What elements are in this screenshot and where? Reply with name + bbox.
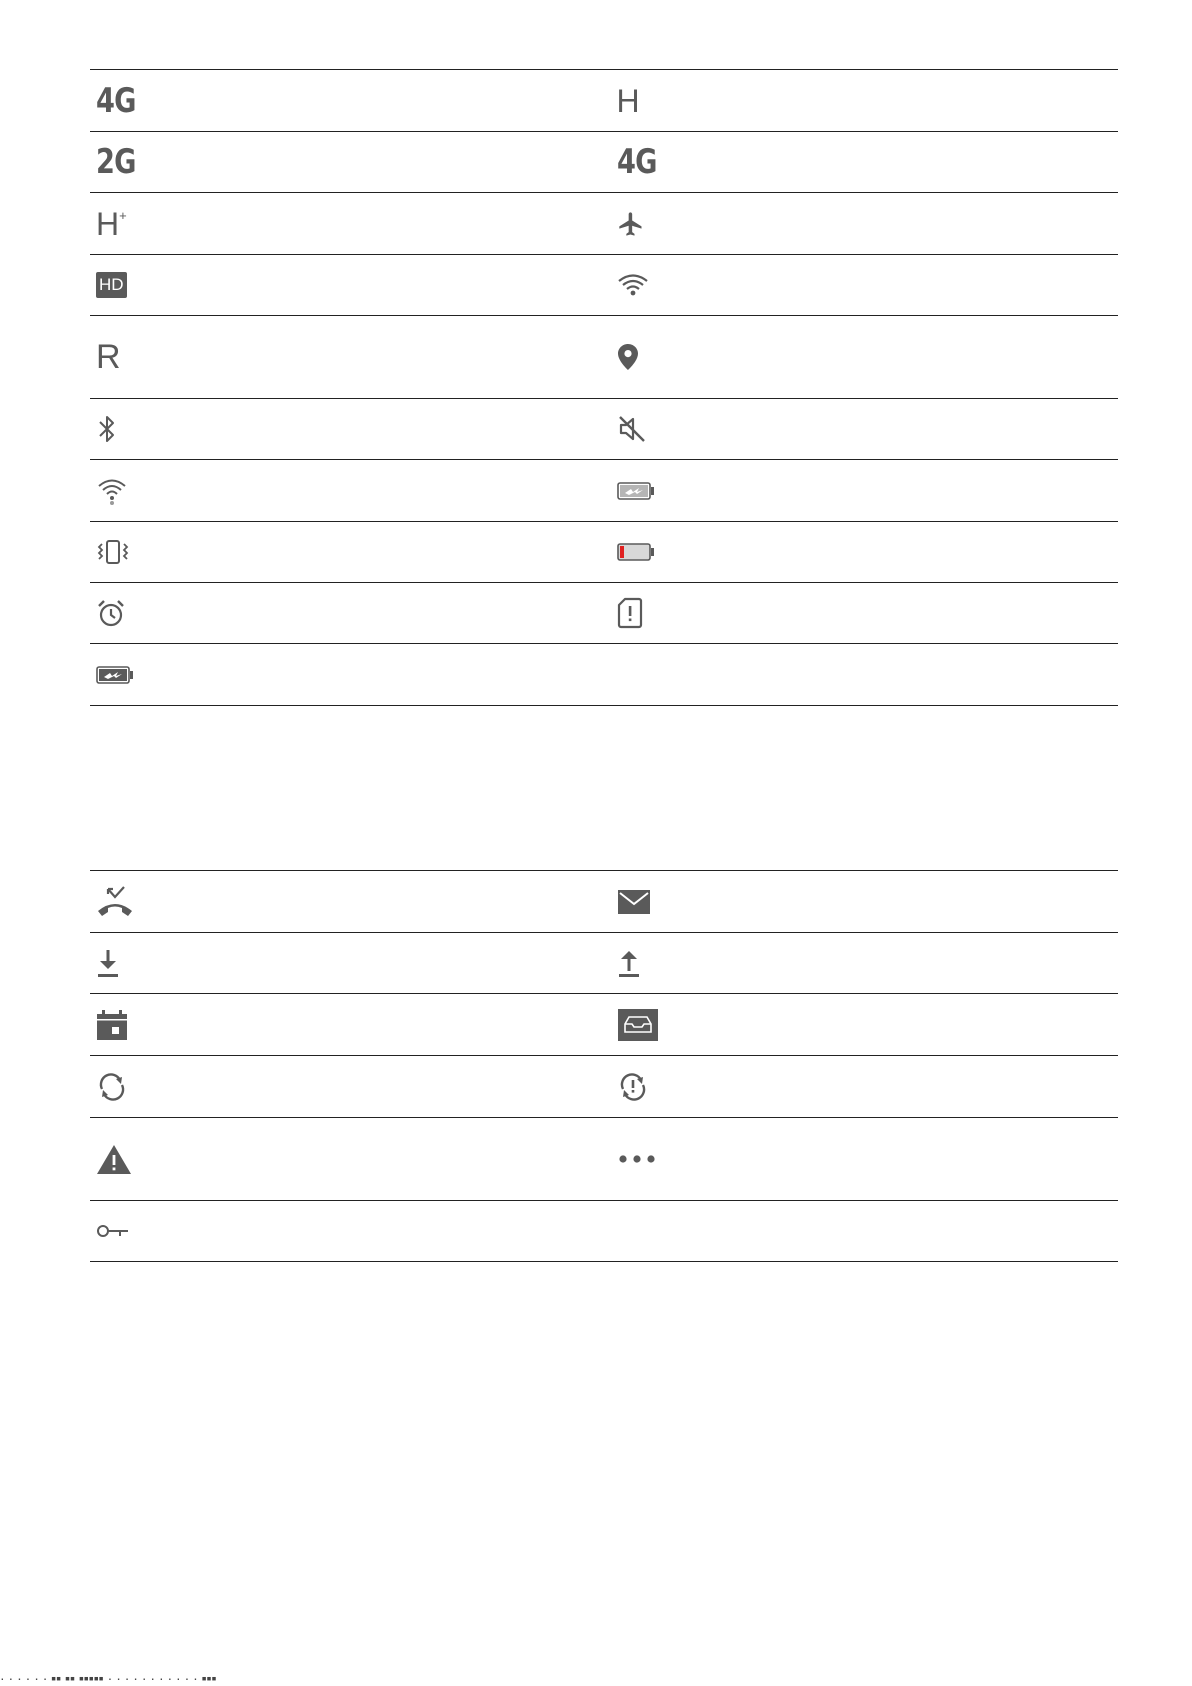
table-cell [598, 583, 1119, 643]
table-cell [90, 933, 598, 993]
mute-icon [617, 409, 647, 449]
table-cell [90, 316, 598, 398]
table-cell [90, 644, 598, 705]
table-cell [598, 994, 1119, 1055]
h-network-icon: H [616, 82, 640, 119]
airplane-icon [617, 204, 645, 244]
table-cell [90, 1056, 598, 1117]
table-row [90, 70, 1118, 132]
table-row [90, 1056, 1118, 1118]
table-row [90, 933, 1118, 994]
sync-error-icon [617, 1067, 649, 1107]
table-row [90, 132, 1118, 193]
table-cell [598, 460, 1119, 521]
battery-full-charging-icon [96, 655, 134, 695]
h-plus-icon: H + [96, 205, 127, 242]
table-cell [598, 70, 1119, 131]
footer-text: · · · · · · ▪▪ ▪▪ ▪▪▪▪▪ · · · · · · · · · · · ▪▪▪ [0, 1670, 217, 1686]
table-cell [90, 255, 598, 315]
table-cell [598, 1118, 1119, 1200]
table-cell [90, 522, 598, 582]
table-cell [598, 399, 1119, 459]
table-row [90, 644, 1118, 706]
hd-icon: HD [96, 265, 127, 305]
status-icons-table [90, 69, 1118, 706]
table-cell [598, 1201, 1119, 1261]
table-cell [90, 1118, 598, 1200]
table-row [90, 316, 1118, 399]
table-row [90, 583, 1118, 644]
bluetooth-icon [96, 409, 118, 449]
sync-icon [96, 1067, 128, 1107]
table-row [90, 994, 1118, 1056]
warning-icon [96, 1139, 132, 1179]
table-cell [598, 933, 1119, 993]
inbox-icon [617, 1005, 659, 1045]
table-cell [90, 994, 598, 1055]
sim-alert-icon [617, 593, 643, 633]
location-pin-icon [617, 337, 639, 377]
table-cell [90, 132, 598, 192]
table-cell [90, 460, 598, 521]
table-row [90, 460, 1118, 522]
table-cell [90, 70, 598, 131]
4g-alt-icon: 4G [616, 142, 657, 182]
wifi-hotspot-icon [96, 471, 128, 511]
table-cell [598, 316, 1119, 398]
table-row [90, 871, 1118, 933]
table-cell [598, 255, 1119, 315]
email-icon [617, 882, 651, 922]
alarm-icon [96, 593, 126, 633]
vpn-key-icon [96, 1211, 130, 1251]
table-cell [90, 871, 598, 932]
table-row [90, 522, 1118, 583]
table-row [90, 399, 1118, 460]
table-cell [90, 1201, 598, 1261]
2g-icon: 2G [96, 142, 136, 182]
table-row [90, 255, 1118, 316]
battery-low-icon [617, 532, 655, 572]
table-cell [90, 193, 598, 254]
table-cell [90, 583, 598, 643]
missed-call-icon [96, 882, 134, 922]
wifi-icon [617, 265, 649, 305]
table-cell [598, 644, 1119, 705]
table-cell [90, 399, 598, 459]
download-icon [96, 943, 120, 983]
upload-icon [617, 943, 641, 983]
more-icon [617, 1139, 657, 1179]
table-cell [598, 193, 1119, 254]
roaming-icon: R [96, 338, 121, 376]
table-cell [598, 132, 1119, 192]
table-cell [598, 871, 1119, 932]
table-row [90, 1201, 1118, 1262]
table-row [90, 193, 1118, 255]
4g-icon: 4G [96, 80, 136, 121]
calendar-icon [96, 1005, 128, 1045]
table-cell [598, 1056, 1119, 1117]
vibrate-icon [96, 532, 130, 572]
notification-icons-table [90, 870, 1118, 1262]
table-cell [598, 522, 1119, 582]
table-row [90, 1118, 1118, 1201]
battery-charging-gray-icon [617, 471, 655, 511]
